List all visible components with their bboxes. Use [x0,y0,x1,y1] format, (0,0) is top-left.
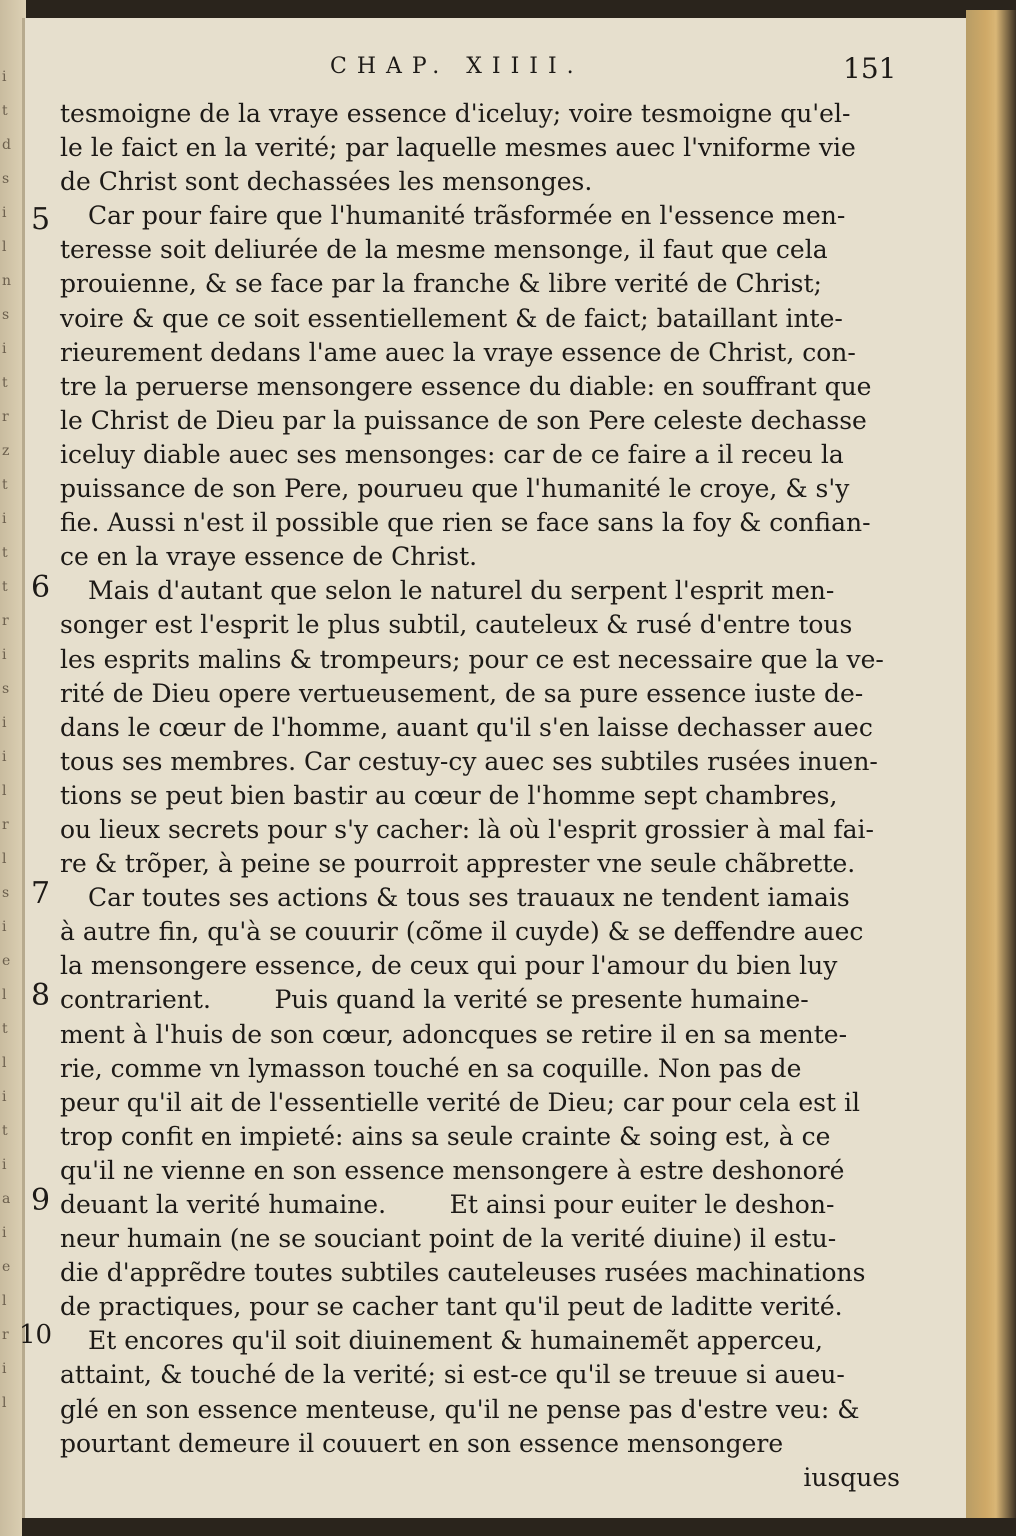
text-line: rie, comme vn lymasson touché en sa coquille. Non pas de [60,1053,802,1083]
text-line: tions se peut bien bastir au cœur de l'homme sept chambres, [60,780,838,810]
left-page-glyph: i [2,1157,7,1173]
left-page-glyph: i [2,69,7,85]
text-line: voire & que ce soit essentiellement & de faict; bataillant inte- [60,303,843,333]
text-line: le le faict en la verité; par laquelle mesmes auec l'vniforme vie [60,133,856,163]
catchword: iusques [803,1462,900,1492]
text-line: tesmoigne de la vraye essence d'iceluy; voire tesmoigne qu'el- [60,99,851,128]
text-line: Et encores qu'il soit diuinement & humainemẽt apperceu, [88,1326,823,1356]
left-page-glyph: i [2,1089,7,1105]
text-line: de practiques, pour se cacher tant qu'il peut de laditte verité. [60,1292,843,1322]
text-line: die d'apprẽdre toutes subtiles cauteleuses rusées machinations [60,1258,866,1288]
text-line: teresse soit deliurée de la mesme mensonge, il faut que cela [60,235,828,265]
left-page-glyph: t [2,1021,8,1037]
left-page-glyph: n [2,273,12,289]
text-line: Mais d'autant que selon le naturel du serpent l'esprit men- [88,576,835,606]
text-line: prouienne, & se face par la franche & libre verité de Christ; [60,269,822,299]
text-line: deuant la verité humaine. Et ainsi pour euiter le deshon- [60,1190,835,1219]
left-page-glyph: i [2,511,7,527]
left-page-glyph: i [2,341,7,357]
left-page-glyph: t [2,103,8,119]
left-page-glyph: l [2,851,7,867]
left-page-glyph: e [2,1259,11,1275]
book-page [19,18,969,1518]
text-line: le Christ de Dieu par la puissance de son Pere celeste dechasse [60,405,867,435]
left-page-glyph: l [2,1055,7,1071]
left-page-glyph: l [2,1293,7,1309]
text-line: puissance de son Pere, pourueu que l'humanité le croye, & s'y [60,474,850,504]
left-page-glyph: r [2,613,9,629]
left-page-glyph: r [2,1327,9,1343]
left-page-glyph: i [2,647,7,663]
left-page-glyph: s [2,681,10,697]
text-line: peur qu'il ait de l'essentielle verité de Dieu; car pour cela est il [60,1087,860,1117]
verse-number-7: 7 [31,876,51,911]
running-head: CHAP. XIIII. [330,54,584,79]
left-page-glyph: t [2,579,8,595]
text-line: glé en son essence menteuse, qu'il ne pense pas d'estre veu: & [60,1394,860,1424]
left-page-glyph: d [2,137,11,153]
text-line: à autre fin, qu'à se couurir (cõme il cuyde) & se deffendre auec [60,917,864,947]
text-line: ou lieux secrets pour s'y cacher: là où l'esprit grossier à mal fai- [60,814,874,844]
text-line: rieurement dedans l'ame auec la vraye essence de Christ, con- [60,337,856,367]
verse-number-10: 10 [19,1320,53,1350]
left-page-glyph: i [2,1225,7,1241]
text-line: ment à l'huis de son cœur, adoncques se retire il en sa mente- [60,1019,848,1049]
left-page-fragments [2,60,22,1411]
left-page-glyph: s [2,171,10,187]
folio-number: 151 [843,52,897,85]
text-line: re & trõper, à peine se pourroit apprester vne seule chãbrette. [60,849,856,879]
left-page-glyph: i [2,715,7,731]
text-line: rité de Dieu opere vertueusement, de sa pure essence iuste de- [60,678,864,708]
left-page-glyph: t [2,545,8,561]
left-page-glyph: i [2,205,7,221]
text-line: Car toutes ses actions & tous ses trauaux ne tendent iamais [88,883,850,913]
text-line: de Christ sont dechassées les mensonges. [60,167,593,197]
text-line: tous ses membres. Car cestuy-cy auec ses subtiles rusées inuen- [60,746,878,776]
left-page-glyph: t [2,477,8,493]
text-line: dans le cœur de l'homme, auant qu'il s'en laisse dechasser auec [60,712,873,742]
text-line: ce en la vraye essence de Christ. [60,542,478,572]
left-page-glyph: s [2,885,10,901]
left-page-glyph: i [2,749,7,765]
left-page-glyph: r [2,817,9,833]
text-line: fie. Aussi n'est il possible que rien se face sans la foy & confian- [60,508,871,538]
text-line: contrarient. Puis quand la verité se presente humaine- [60,985,809,1015]
left-page-glyph: l [2,783,7,799]
verse-number-8: 8 [31,978,51,1013]
verse-number-9: 9 [31,1183,51,1218]
page-header [25,54,969,96]
left-page-glyph: i [2,919,7,935]
verse-number-5: 5 [31,202,51,237]
bottom-shadow [22,1518,1016,1536]
left-page-glyph: l [2,239,7,255]
verse-number-6: 6 [31,570,51,605]
text-line: les esprits malins & trompeurs; pour ce est necessaire que la ve- [60,644,884,674]
left-page-glyph: l [2,987,7,1003]
text-line: pourtant demeure il couuert en son essence mensongere [60,1428,784,1458]
left-page-glyph: s [2,307,10,323]
left-page-glyph: a [2,1191,11,1207]
text-line: la mensongere essence, de ceux qui pour l'amour du bien luy [60,951,838,981]
left-page-glyph: i [2,1361,7,1377]
left-page-glyph: z [2,443,10,459]
text-line: tre la peruerse mensongere essence du diable: en souffrant que [60,371,872,401]
page-fore-edge [966,10,1016,1526]
text-line: attaint, & touché de la verité; si est-ce qu'il se treuue si aueu- [60,1360,845,1390]
text-line: iceluy diable auec ses mensonges: car de ce faire a il receu la [60,439,844,469]
text-line: songer est l'esprit le plus subtil, cauteleux & rusé d'entre tous [60,610,853,640]
text-line: Car pour faire que l'humanité trãsformée en l'essence men- [88,201,846,231]
left-page-glyph: t [2,1123,8,1139]
left-page-glyph: l [2,1395,7,1411]
text-line: neur humain (ne se souciant point de la verité diuine) il estu- [60,1224,837,1254]
left-page-glyph: r [2,409,9,425]
left-page-glyph: t [2,375,8,391]
body-text [60,97,900,1495]
text-line: qu'il ne vienne en son essence mensongere à estre deshonoré [60,1155,845,1185]
left-page-glyph: e [2,953,11,969]
text-line: trop confit en impieté: ains sa seule crainte & soing est, à ce [60,1121,831,1151]
